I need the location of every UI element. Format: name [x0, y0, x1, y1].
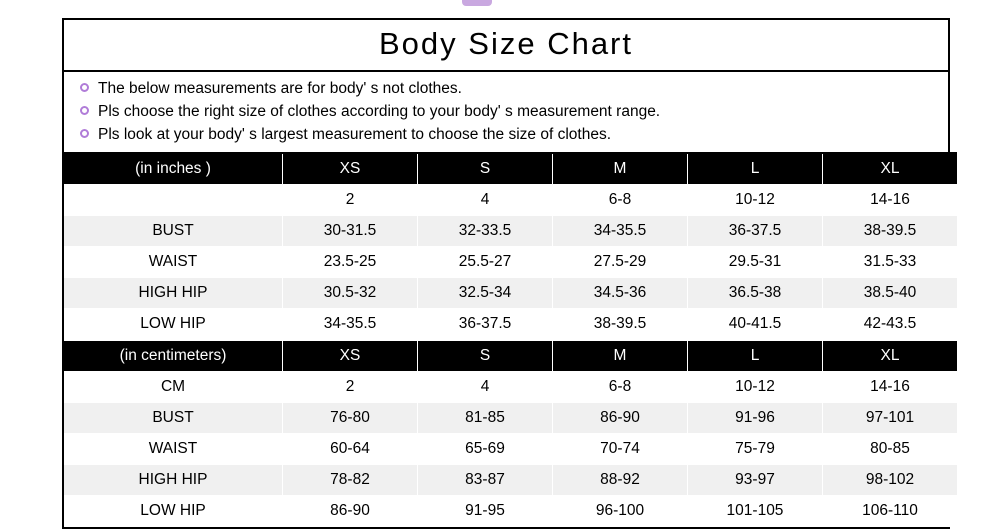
cell-value: 42-43.5: [823, 309, 958, 340]
bullet-icon: [80, 129, 89, 138]
header-cell-xs: XS: [283, 153, 418, 185]
cell-value: 29.5-31: [688, 247, 823, 278]
cell-value: 106-110: [823, 496, 958, 527]
cell-value: 14-16: [823, 372, 958, 403]
row-label: CM: [64, 372, 283, 403]
cell-value: 6-8: [553, 185, 688, 216]
header-cell-unit: (in inches ): [64, 153, 283, 185]
bullet-icon: [80, 106, 89, 115]
cell-value: 30.5-32: [283, 278, 418, 309]
header-cell-xl: XL: [823, 341, 958, 372]
table-row: [64, 309, 957, 340]
cell-value: 4: [418, 372, 553, 403]
header-cell-s: S: [418, 153, 553, 185]
table-row: [64, 403, 957, 434]
row-label: WAIST: [64, 247, 283, 278]
table-row: [64, 247, 957, 278]
header-cell-m: M: [553, 341, 688, 372]
row-label: LOW HIP: [64, 496, 283, 527]
cell-value: 38.5-40: [823, 278, 958, 309]
cell-value: 81-85: [418, 403, 553, 434]
notes-list: [64, 70, 948, 152]
cell-value: 10-12: [688, 185, 823, 216]
table-header-row: [64, 153, 957, 185]
cell-value: 38-39.5: [553, 309, 688, 340]
cell-value: 6-8: [553, 372, 688, 403]
table-row: [64, 278, 957, 309]
cell-value: 60-64: [283, 434, 418, 465]
note-text: Pls choose the right size of clothes according to your body' s measurement range.: [98, 103, 661, 120]
row-label: BUST: [64, 403, 283, 434]
bullet-icon: [80, 83, 89, 92]
cell-value: 27.5-29: [553, 247, 688, 278]
page-title: Body Size Chart: [379, 26, 633, 61]
table-row: [64, 496, 957, 527]
header-cell-xs: XS: [283, 341, 418, 372]
cell-value: 30-31.5: [283, 216, 418, 247]
cell-value: 80-85: [823, 434, 958, 465]
cell-value: 75-79: [688, 434, 823, 465]
cell-value: 36-37.5: [688, 216, 823, 247]
table-header-row: [64, 341, 957, 372]
table-row: [64, 372, 957, 403]
cell-value: 31.5-33: [823, 247, 958, 278]
table-row: [64, 465, 957, 496]
row-label: BUST: [64, 216, 283, 247]
cell-value: 93-97: [688, 465, 823, 496]
cell-value: 88-92: [553, 465, 688, 496]
cell-value: 78-82: [283, 465, 418, 496]
cell-value: 40-41.5: [688, 309, 823, 340]
header-cell-l: L: [688, 341, 823, 372]
table-row: [64, 185, 957, 216]
cell-value: 101-105: [688, 496, 823, 527]
cell-value: 34-35.5: [283, 309, 418, 340]
cell-value: 23.5-25: [283, 247, 418, 278]
body-size-chart: [62, 18, 950, 529]
cell-value: 98-102: [823, 465, 958, 496]
cell-value: 76-80: [283, 403, 418, 434]
cell-value: 14-16: [823, 185, 958, 216]
note-item: [80, 123, 948, 146]
cell-value: 65-69: [418, 434, 553, 465]
note-item: [80, 77, 948, 100]
cell-value: 91-95: [418, 496, 553, 527]
row-label: LOW HIP: [64, 309, 283, 340]
cell-value: 36-37.5: [418, 309, 553, 340]
cell-value: 86-90: [283, 496, 418, 527]
row-label: HIGH HIP: [64, 278, 283, 309]
cell-value: 86-90: [553, 403, 688, 434]
cell-value: 91-96: [688, 403, 823, 434]
cell-value: 32-33.5: [418, 216, 553, 247]
cell-value: 36.5-38: [688, 278, 823, 309]
header-cell-s: S: [418, 341, 553, 372]
header-cell-m: M: [553, 153, 688, 185]
note-text: Pls look at your body' s largest measurement to choose the size of clothes.: [98, 126, 611, 143]
cell-value: 32.5-34: [418, 278, 553, 309]
cell-value: 2: [283, 372, 418, 403]
header-cell-l: L: [688, 153, 823, 185]
note-text: The below measurements are for body' s not clothes.: [98, 80, 462, 97]
inches-table: [64, 152, 957, 340]
cell-value: 70-74: [553, 434, 688, 465]
table-row: [64, 434, 957, 465]
row-label: [64, 185, 283, 216]
cell-value: 25.5-27: [418, 247, 553, 278]
cell-value: 10-12: [688, 372, 823, 403]
header-cell-unit: (in centimeters): [64, 341, 283, 372]
cell-value: 34-35.5: [553, 216, 688, 247]
cell-value: 2: [283, 185, 418, 216]
note-item: [80, 100, 948, 123]
header-cell-xl: XL: [823, 153, 958, 185]
row-label: WAIST: [64, 434, 283, 465]
cell-value: 34.5-36: [553, 278, 688, 309]
centimeters-table: [64, 340, 957, 527]
cell-value: 38-39.5: [823, 216, 958, 247]
cell-value: 4: [418, 185, 553, 216]
row-label: HIGH HIP: [64, 465, 283, 496]
decorative-tab: [462, 0, 492, 6]
cell-value: 83-87: [418, 465, 553, 496]
cell-value: 96-100: [553, 496, 688, 527]
table-row: [64, 216, 957, 247]
cell-value: 97-101: [823, 403, 958, 434]
